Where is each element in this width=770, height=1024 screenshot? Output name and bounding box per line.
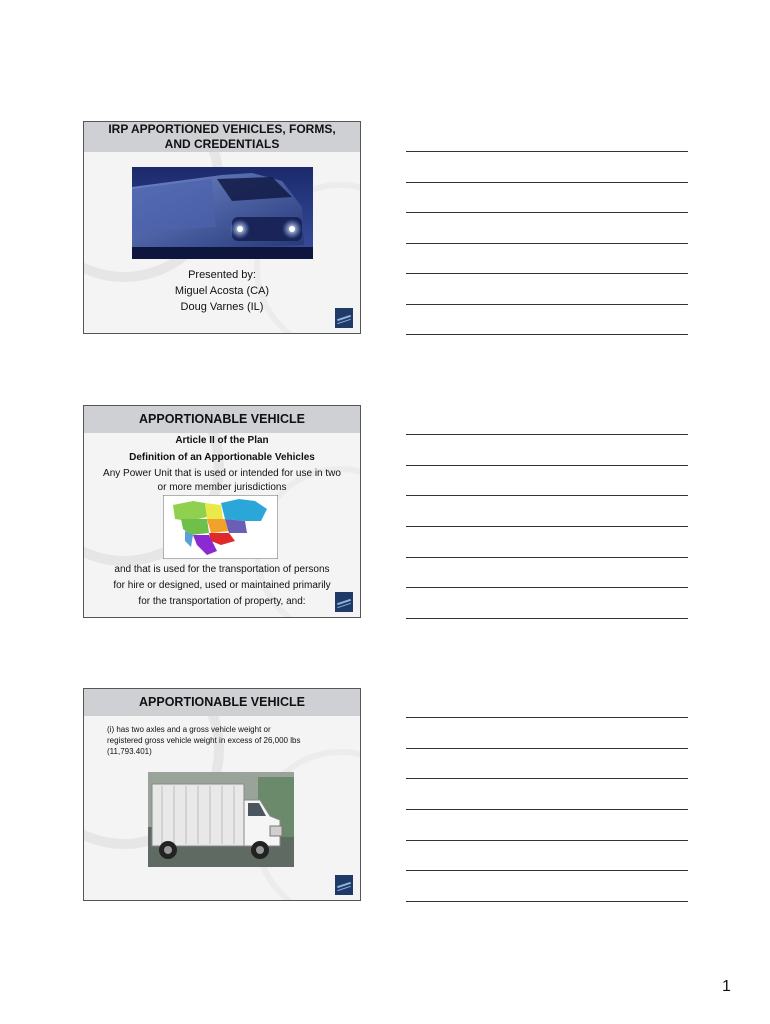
- slide-3-title: APPORTIONABLE VEHICLE: [84, 689, 360, 716]
- page-number: 1: [722, 978, 731, 995]
- slide-3-line1: (i) has two axles and a gross vehicle weight or: [107, 725, 271, 734]
- slide-2-line2: Definition of an Apportionable Vehicles: [129, 452, 315, 463]
- presenter-1: Miguel Acosta (CA): [174, 285, 270, 297]
- north-america-map: [163, 495, 278, 559]
- logo-icon: [335, 308, 353, 328]
- presented-by-label: Presented by:: [188, 269, 256, 281]
- logo-icon: [335, 592, 353, 612]
- slide-3-line3: (11,793.401): [107, 747, 152, 756]
- logo-icon: [335, 875, 353, 895]
- slide-1-title-line2: AND CREDENTIALS: [164, 137, 280, 151]
- box-truck-photo: [148, 772, 294, 867]
- slide-2-line6: for hire or designed, used or maintained primarily: [113, 580, 331, 591]
- slide-2-line1: Article II of the Plan: [175, 435, 269, 446]
- slide-1: [83, 121, 361, 334]
- slide-1-title: [84, 122, 360, 152]
- slide-2-line5: and that is used for the transportation of persons: [114, 564, 330, 575]
- slide-3: [83, 688, 361, 901]
- slide-2: [83, 405, 361, 618]
- slide-2-line4: or more member jurisdictions: [157, 482, 287, 493]
- slide-2-line3: Any Power Unit that is used or intended for use in two: [103, 468, 341, 479]
- slide-2-line7: for the transportation of property, and:: [138, 596, 306, 607]
- slide-2-title: APPORTIONABLE VEHICLE: [84, 406, 360, 433]
- slide-1-title-line1: IRP APPORTIONED VEHICLES, FORMS,: [108, 122, 336, 136]
- truck-image: [132, 167, 313, 259]
- presenter-2: Doug Varnes (IL): [180, 301, 264, 313]
- slide-3-line2: registered gross vehicle weight in excess of 26,000 lbs: [107, 736, 301, 745]
